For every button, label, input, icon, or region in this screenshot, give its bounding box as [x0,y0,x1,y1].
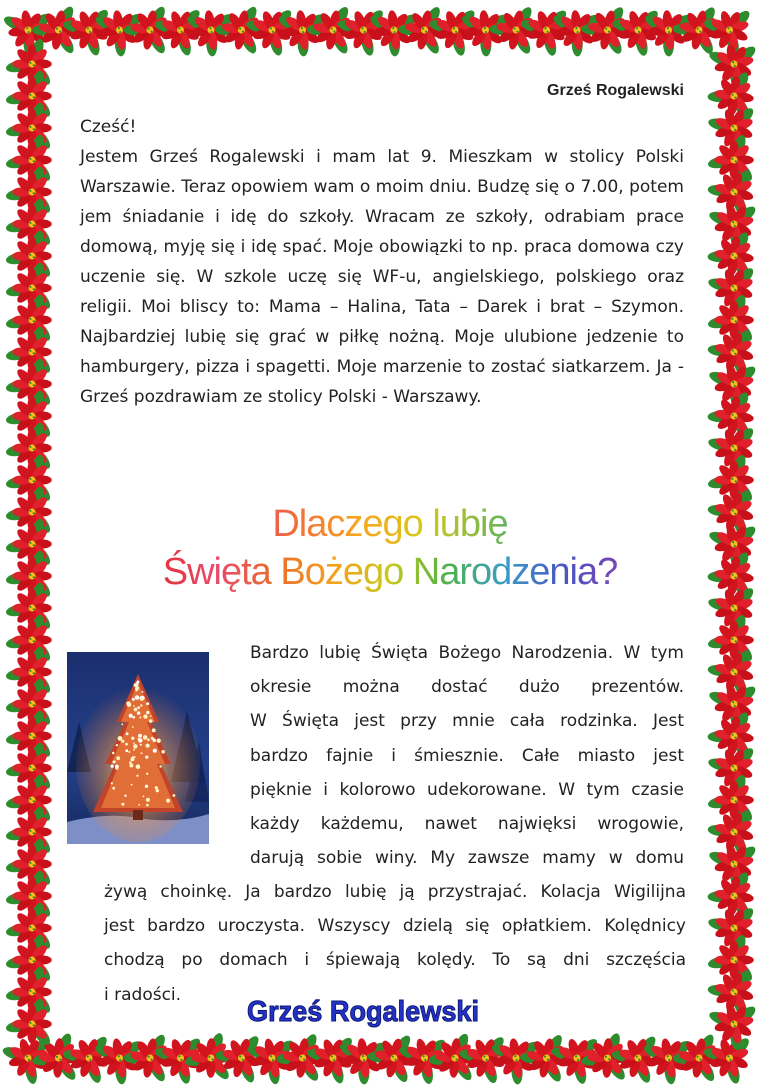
tree-light [124,795,126,797]
tree-light [125,749,128,752]
tree-light [161,750,165,754]
tree-light [143,735,148,740]
tree-light [146,702,149,705]
letter-text [80,112,684,412]
tree-light [146,711,149,714]
tree-light [135,683,137,685]
tree-light [137,706,140,709]
author-name-top: Grześ Rogalewski [547,82,684,99]
tree-light [133,744,137,748]
tree-light [156,789,159,792]
greeting: Cześć! [80,117,137,137]
tree-light [146,798,150,802]
tree-light [155,786,158,789]
tree-light [149,719,153,723]
tree-light [135,695,140,700]
tree-light [112,752,115,755]
tree-light [145,756,148,759]
tree-light [166,799,170,803]
tree-light [134,756,136,758]
tree-light [112,787,115,790]
tree-light [115,764,119,768]
tree-light [116,744,118,746]
tree-light [126,732,129,735]
story-line: jest bardzo uroczysta. Wszyscy dzielą się opłatkiem. Kolędnicy [104,916,686,937]
tree-light [131,759,133,761]
tree-light [138,804,140,806]
tree-light [132,726,134,728]
story-line: chodzą po domach i śpiewają kolędy. To są dni szczęścia [104,950,686,971]
story-line: i radości. [104,984,182,1005]
tree-light [140,698,143,701]
tree-light [134,708,138,712]
signature-logo [244,990,482,1030]
tree-light [136,764,141,769]
story-line: W Święta jest przy mnie cała rodzinka. Jest [250,711,684,732]
tree-light [142,691,144,693]
tree-light [147,739,150,742]
tree-light [152,728,156,732]
tree-light [153,749,157,753]
tree-light [138,734,142,738]
tree-light [129,714,133,718]
story-line: pięknie i kolorowo udekorowane. W tym czasie [250,779,684,800]
tree-light [152,738,155,741]
story-line: okresie można dostać dużo prezentów. [250,677,684,698]
tree-light [146,804,149,807]
tree-light [173,794,176,797]
tree-light [140,744,142,746]
story-text-beside-image [250,636,684,875]
headline-line-1: Dlaczego lubię [160,500,620,548]
tree-light [159,765,161,767]
tree-light [128,751,130,753]
story-line: darują sobie winy. My zawsze mamy w domu [250,848,684,869]
signature-text: Grześ Rogalewski [247,996,479,1028]
tree-light [135,687,138,690]
tree-light [131,737,134,740]
tree-light [129,764,133,768]
story-line: Bardzo lubię Święta Bożego Narodzenia. W tym [250,643,684,663]
tree-light [111,765,114,768]
tree-light [138,738,142,742]
tree-light [156,739,160,743]
tree-light [121,803,124,806]
rainbow-headline [160,500,620,596]
tree-light [121,740,124,743]
tree-light [137,711,140,714]
tree-light [136,775,138,777]
tree-light [141,752,143,754]
tree-light [114,760,116,762]
story-line: każdy każdemu, nawet najwięksi wrogowie, [250,814,684,835]
story-line: żywą choinkę. Ja bardzo lubię ją przystrajać. Kolacja Wigilijna [104,882,686,902]
tree-light [125,743,128,746]
headline-line-2: Święta Bożego Narodzenia? [160,548,620,596]
letter-body: Jestem Grześ Rogalewski i mam lat 9. Mieszkam w stolicy Polski Warszawie. Teraz opowiem wam o moim dniu. Budzę się o 7.00, potem jem śniadanie i idę do szkoły. Wracam ze szkoły, odrabiam prace domową, myję się i idę spać. Moje obowiązki to np. praca domowa czy uczenie się. W szkole uczę się WF-u, angielskiego, polskiego oraz religii. Moi bliscy to: Mama – Halina, Tata – Darek i brat – Szymon. Najbardziej lubię się grać w piłkę nożną. Moje ulubione jedzenie to hamburgery, pizza i spagetti. Moje marzenie to zostać siatkarzem. Ja - Grześ pozdrawiam ze stolicy Polski - Warszawy. [80,147,684,407]
tree-light [133,749,135,751]
tree-light [146,744,150,748]
tree-light [140,704,142,706]
tree-light [126,701,130,705]
tree-light [146,773,148,775]
tree-light [139,716,141,718]
tree-light [121,723,123,725]
tree-light [150,715,152,717]
tree-light [133,716,136,719]
tree-light [145,785,148,788]
tree-light [131,784,133,786]
story-line: bardzo fajnie i śmiesznie. Całe miasto jest [250,745,684,766]
tree-light [132,698,135,701]
christmas-tree-photo [67,652,209,844]
tree-light [143,796,145,798]
tree-light [116,756,120,760]
tree-light [133,742,135,744]
tree-light [129,761,132,764]
tree-light [133,705,135,707]
tree-light [143,714,147,718]
tree-light [111,782,113,784]
